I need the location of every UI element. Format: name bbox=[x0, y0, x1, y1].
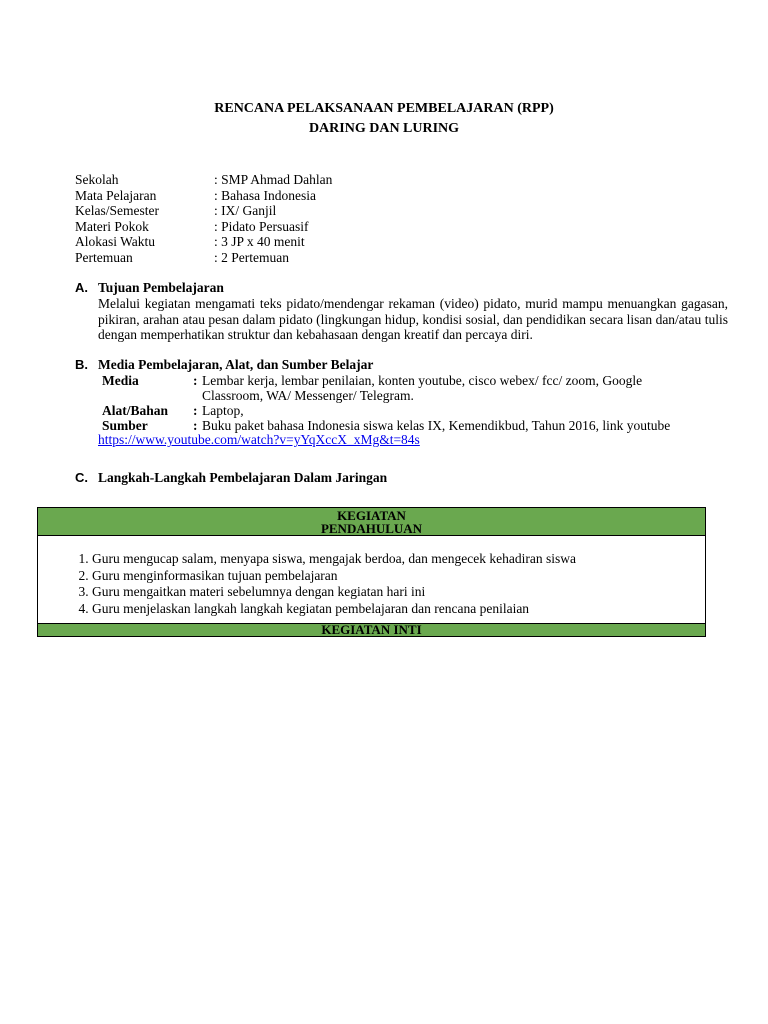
table-body-cell bbox=[38, 536, 706, 624]
section-c-heading bbox=[75, 470, 387, 486]
activity-list bbox=[38, 536, 705, 617]
media-row bbox=[98, 403, 702, 418]
media-list bbox=[98, 373, 702, 433]
media-colon: : bbox=[193, 373, 198, 388]
media-label: Alat/Bahan bbox=[102, 403, 169, 418]
section-letter: C. bbox=[75, 470, 88, 485]
section-title: Langkah-Langkah Pembelajaran Dalam Jaringan bbox=[98, 470, 388, 485]
list-item: 2. Guru menginformasikan tujuan pembelajaran bbox=[92, 568, 705, 585]
table-header-line: PENDAHULUAN bbox=[320, 520, 423, 536]
section-letter: B. bbox=[75, 357, 88, 372]
list-item: 4. Guru menjelaskan langkah langkah kegiatan pembelajaran dan rencana penilaian bbox=[92, 601, 705, 618]
list-item: 3. Guru mengaitkan materi sebelumnya dengan kegiatan hari ini bbox=[92, 584, 705, 601]
document-subtitle: DARING DAN LURING bbox=[308, 121, 460, 136]
section-title: Tujuan Pembelajaran bbox=[98, 280, 224, 295]
identity-value: : IX/ Ganjil bbox=[214, 203, 277, 218]
identity-value: : Bahasa Indonesia bbox=[214, 187, 316, 203]
section-title: Media Pembelajaran, Alat, dan Sumber Belajar bbox=[98, 357, 374, 372]
identity-row bbox=[75, 188, 332, 204]
youtube-link[interactable]: https://www.youtube.com/watch?v=yYqXccX_xMg&t=84s bbox=[98, 432, 420, 447]
identity-row bbox=[75, 203, 332, 219]
identity-value: : SMP Ahmad Dahlan bbox=[214, 172, 333, 187]
identity-label: Pertemuan bbox=[75, 249, 133, 265]
media-row bbox=[98, 418, 702, 433]
identity-value: : 3 JP x 40 menit bbox=[214, 234, 305, 249]
media-label: Media bbox=[102, 373, 139, 388]
media-value: Buku paket bahasa Indonesia siswa kelas IX, Kemendikbud, Tahun 2016, link youtube bbox=[202, 418, 671, 433]
identity-block bbox=[75, 172, 332, 265]
table-header-pendahuluan bbox=[38, 508, 706, 536]
identity-label: Kelas/Semester bbox=[75, 203, 159, 218]
media-label: Sumber bbox=[102, 418, 148, 433]
identity-row bbox=[75, 172, 332, 188]
section-letter: A. bbox=[75, 280, 88, 295]
identity-value: : 2 Pertemuan bbox=[214, 249, 289, 265]
identity-row bbox=[75, 219, 332, 235]
identity-label: Alokasi Waktu bbox=[75, 234, 156, 249]
table-header-inti: KEGIATAN INTI bbox=[38, 624, 706, 637]
media-colon: : bbox=[193, 403, 198, 418]
identity-value: : Pidato Persuasif bbox=[214, 218, 309, 234]
activity-table bbox=[37, 507, 706, 637]
identity-label: Mata Pelajaran bbox=[75, 187, 157, 203]
section-b-heading bbox=[75, 357, 373, 373]
identity-label: Sekolah bbox=[75, 172, 119, 187]
media-row bbox=[98, 373, 702, 403]
learning-objective-text: Melalui kegiatan mengamati teks pidato/mendengar rekaman (video) pidato, murid mampu menuangkan gagasan, pikiran, arahan atau pesan dalam pidato (lingkungan hidup, kondisi sosial, dan pendidikan secara lisan dan/atau tulis dengan memperhatikan struktur dan kebahasaan dengan kreatif dan percaya diri. bbox=[98, 296, 728, 342]
document-title: RENCANA PELAKSANAAN PEMBELAJARAN (RPP) bbox=[214, 101, 554, 116]
media-value: Lembar kerja, lembar penilaian, konten youtube, cisco webex/ fcc/ zoom, Google Classroom, WA/ Messenger/ Telegram. bbox=[202, 373, 643, 403]
media-colon: : bbox=[193, 418, 198, 433]
list-item: 1. Guru mengucap salam, menyapa siswa, mengajak berdoa, dan mengecek kehadiran siswa bbox=[92, 551, 705, 568]
identity-row bbox=[75, 234, 332, 250]
identity-label: Materi Pokok bbox=[75, 218, 149, 234]
identity-row bbox=[75, 250, 332, 266]
section-a-heading bbox=[75, 280, 224, 296]
table-header-line: KEGIATAN bbox=[337, 507, 406, 523]
media-value: Laptop, bbox=[202, 403, 244, 418]
